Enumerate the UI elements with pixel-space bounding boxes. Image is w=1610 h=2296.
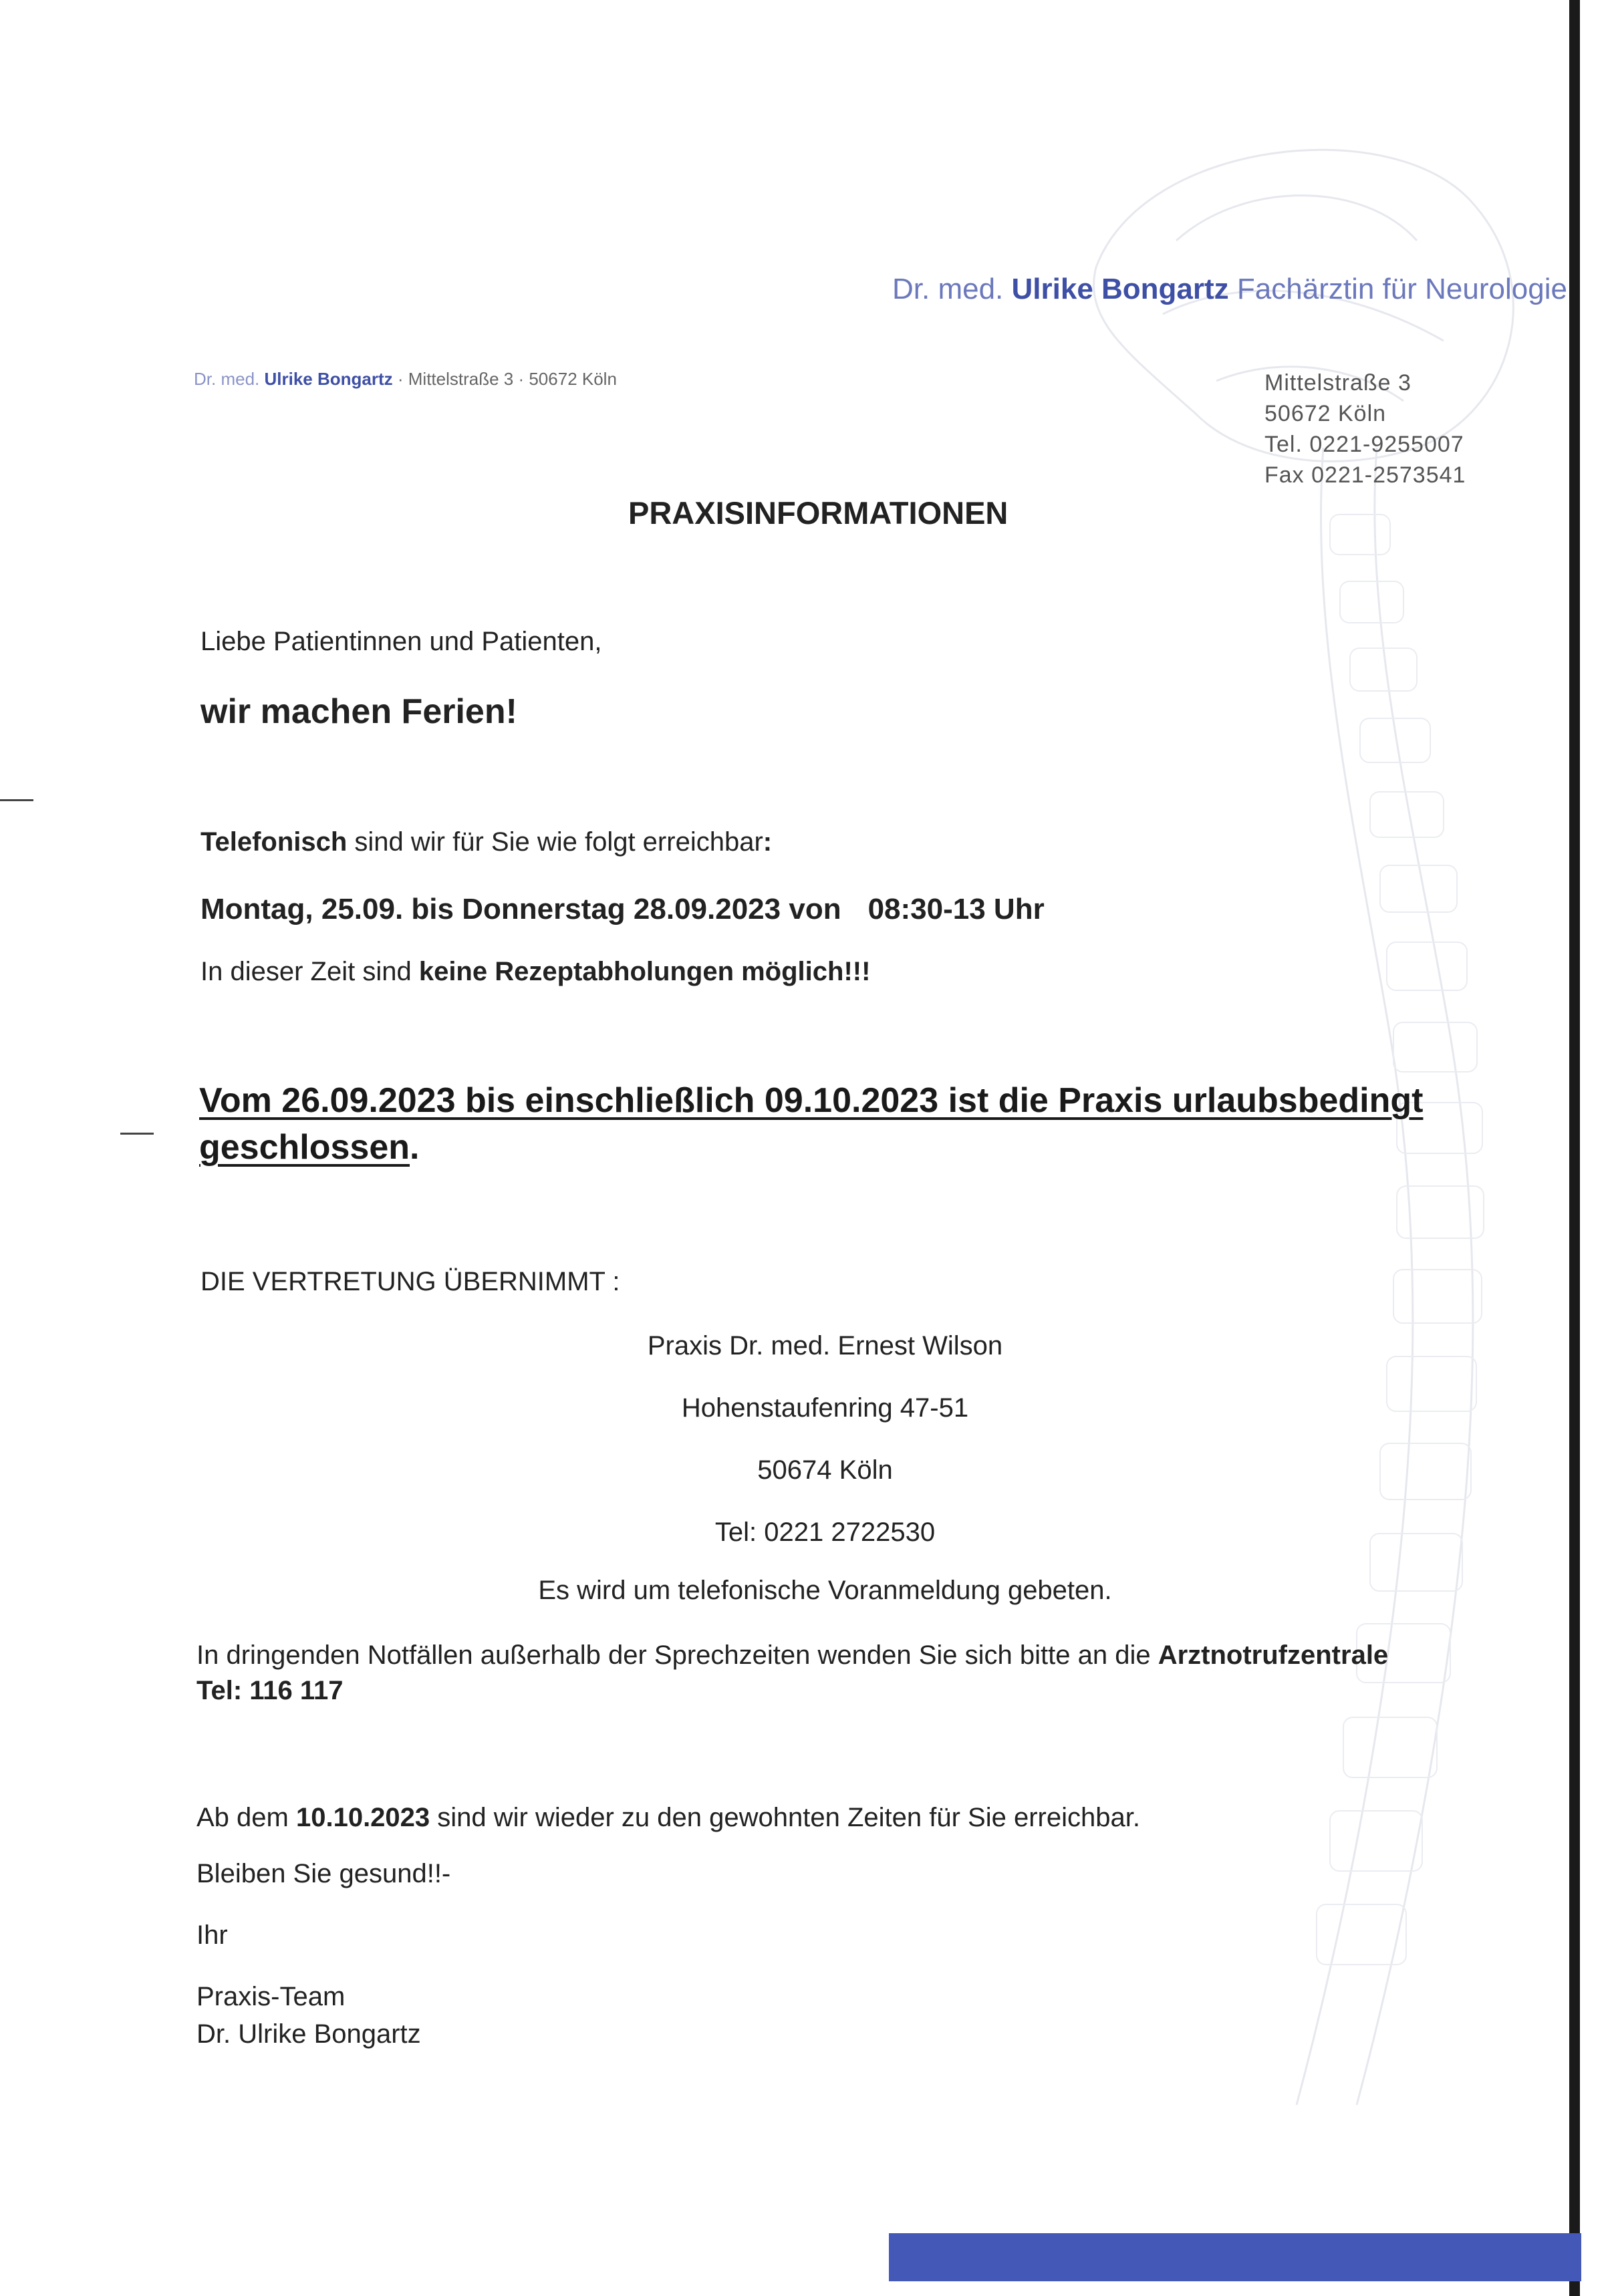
phone-hours-time: 08:30-13 Uhr xyxy=(867,893,1045,925)
fold-mark xyxy=(0,799,33,801)
prescription-note xyxy=(200,957,870,987)
punch-mark xyxy=(120,1133,154,1135)
emergency-text-bold: Arztnotrufzentrale xyxy=(1158,1640,1389,1670)
phone-reach xyxy=(200,827,772,857)
closure-notice-line1: Vom 26.09.2023 bis einschließlich 09.10.2023 ist die Praxis urlaubsbedingt xyxy=(199,1081,1424,1120)
return-address-rest: · Mittelstraße 3 · 50672 Köln xyxy=(397,369,617,389)
reopen-prefix: Ab dem xyxy=(196,1803,296,1832)
letterhead-title: Dr. med. xyxy=(892,273,1004,305)
phone-reach-colon: : xyxy=(763,827,773,857)
letterhead-specialty: Fachärztin für Neurologie xyxy=(1236,273,1567,305)
substitute-street: Hohenstaufenring 47-51 xyxy=(681,1393,969,1423)
reopen-suffix: sind wir wieder zu den gewohnten Zeiten für Sie erreichbar. xyxy=(430,1803,1140,1832)
letterhead-name: Ulrike Bongartz xyxy=(1011,273,1229,305)
emergency-phone: Tel: 116 117 xyxy=(196,1676,344,1705)
phone-hours-days: Montag, 25.09. bis Donnerstag 28.09.2023 von xyxy=(200,893,841,925)
substitute-practice: Praxis Dr. med. Ernest Wilson xyxy=(647,1331,1003,1360)
scan-edge xyxy=(1569,0,1580,2296)
letterhead xyxy=(892,273,1567,306)
phone-reach-bold: Telefonisch xyxy=(200,827,348,857)
address-block xyxy=(1264,368,1466,490)
address-street: Mittelstraße 3 xyxy=(1264,370,1412,396)
closing-ihr: Ihr xyxy=(196,1920,228,1950)
salutation: Liebe Patientinnen und Patienten, xyxy=(200,627,602,656)
reopen-text xyxy=(196,1803,1140,1833)
address-fax: Fax 0221-2573541 xyxy=(1264,462,1466,488)
closure-notice-period: . xyxy=(410,1128,420,1167)
address-phone: Tel. 0221-9255007 xyxy=(1264,432,1464,457)
emergency-text xyxy=(196,1640,1388,1671)
footer-color-bar xyxy=(889,2233,1581,2281)
prescription-note-bold: keine Rezeptabholungen möglich!!! xyxy=(418,957,871,986)
substitute-city: 50674 Köln xyxy=(757,1455,893,1485)
reopen-date: 10.10.2023 xyxy=(295,1803,430,1832)
closing-doctor: Dr. Ulrike Bongartz xyxy=(196,2019,421,2049)
phone-hours xyxy=(200,893,1045,926)
return-address-name: Ulrike Bongartz xyxy=(264,369,393,389)
closing-wish: Bleiben Sie gesund!!- xyxy=(196,1859,451,1888)
phone-reach-rest: sind wir für Sie wie folgt erreichbar xyxy=(347,827,763,857)
closing-team: Praxis-Team xyxy=(196,1982,346,2011)
substitute-heading: DIE VERTRETUNG ÜBERNIMMT : xyxy=(200,1267,620,1296)
headline: wir machen Ferien! xyxy=(200,692,517,731)
document-title: PRAXISINFORMATIONEN xyxy=(628,495,1009,531)
substitute-phone: Tel: 0221 2722530 xyxy=(714,1518,936,1547)
return-address-title: Dr. med. xyxy=(194,369,260,389)
address-city: 50672 Köln xyxy=(1264,401,1387,426)
closure-notice-line2: geschlossen xyxy=(199,1128,410,1167)
emergency-text-main: In dringenden Notfällen außerhalb der Sprechzeiten wenden Sie sich bitte an die xyxy=(196,1640,1158,1670)
return-address xyxy=(194,369,617,390)
substitute-note: Es wird um telefonische Voranmeldung gebeten. xyxy=(538,1576,1112,1605)
closure-notice xyxy=(199,1077,1423,1171)
prescription-note-prefix: In dieser Zeit sind xyxy=(200,957,419,986)
